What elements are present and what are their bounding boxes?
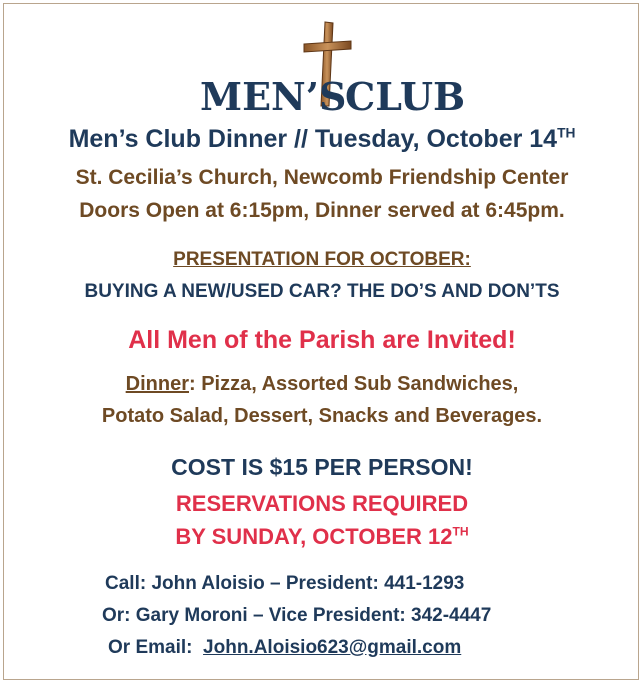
logo-mens: MEN’S: [200, 74, 347, 119]
presentation-heading: PRESENTATION FOR OCTOBER:: [173, 249, 471, 270]
event-title-text: Men’s Club Dinner // Tuesday, October 14: [68, 125, 558, 153]
invite-line: All Men of the Parish are Invited!: [128, 326, 516, 354]
cost-line: COST IS $15 PER PERSON!: [171, 454, 473, 480]
reservations-suffix: TH: [452, 524, 469, 539]
event-title: [0, 125, 644, 154]
contact-or: Or: Gary Moroni – Vice President: 342-4447: [102, 605, 492, 626]
email-link[interactable]: John.Aloisio623@gmail.com: [203, 637, 462, 658]
menu-line-1: [0, 373, 644, 396]
reservations-line-1: RESERVATIONS REQUIRED: [175, 491, 469, 516]
menu-label: Dinner: [125, 373, 189, 395]
reservations-date: BY SUNDAY, OCTOBER 12: [175, 524, 453, 549]
menu-line-2: Potato Salad, Dessert, Snacks and Beverages.: [101, 405, 543, 427]
times-line: Doors Open at 6:15pm, Dinner served at 6:45pm.: [79, 199, 565, 222]
menu-line-1-text: : Pizza, Assorted Sub Sandwiches,: [189, 373, 519, 395]
email-prefix: Or Email:: [108, 637, 193, 658]
contact-call: Call: John Aloisio – President: 441-1293: [105, 573, 465, 594]
logo-club: CLUB: [345, 74, 466, 119]
contact-email-row: [108, 637, 461, 659]
venue-line: St. Cecilia’s Church, Newcomb Friendship Center: [75, 166, 569, 189]
presentation-topic: BUYING A NEW/USED CAR? THE DO’S AND DON’TS: [84, 281, 560, 302]
reservations-line-2: [0, 524, 644, 550]
event-title-suffix: TH: [557, 125, 576, 141]
